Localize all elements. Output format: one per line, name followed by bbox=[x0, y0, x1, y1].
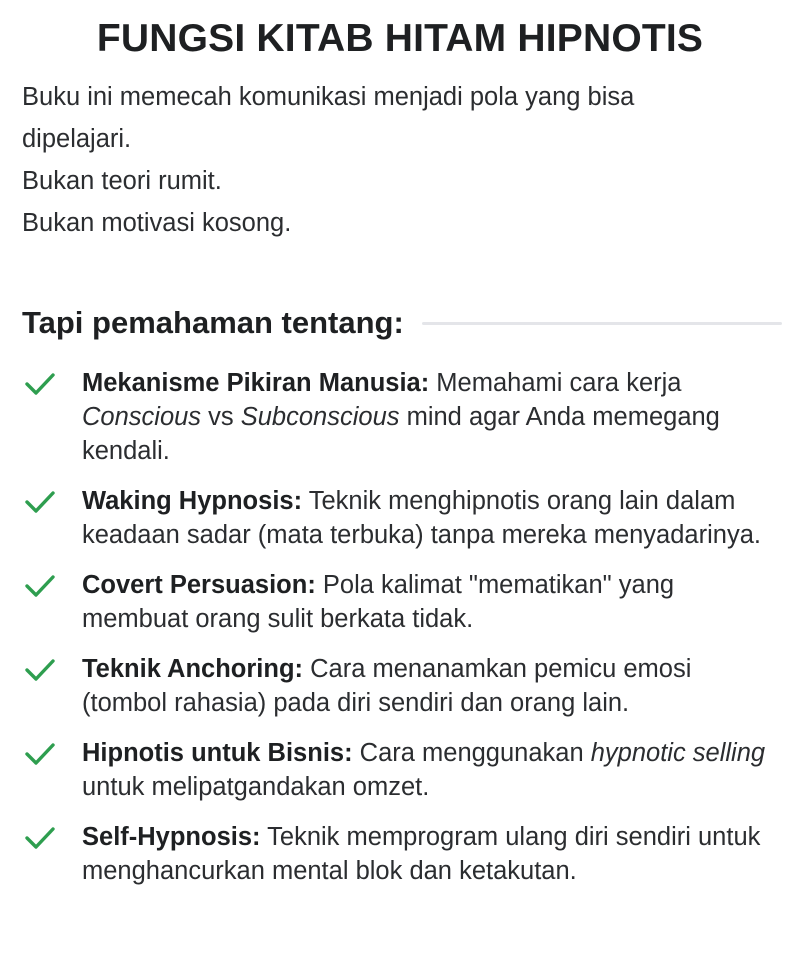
check-icon bbox=[24, 372, 56, 396]
feature-text-italic: Subconscious bbox=[240, 403, 400, 431]
feature-item-mekanisme-pikiran bbox=[0, 366, 800, 468]
feature-item-hipnotis-bisnis bbox=[0, 736, 800, 804]
intro-line-1: Buku ini memecah komunikasi menjadi pola yang bisa dipelajari. bbox=[22, 83, 635, 153]
feature-lead: Teknik Anchoring: bbox=[82, 655, 304, 683]
check-icon bbox=[24, 826, 56, 850]
section-header bbox=[22, 298, 782, 348]
feature-text: Teknik memprogram ulang diri sendiri untuk menghancurkan mental blok dan ketakutan. bbox=[82, 823, 761, 885]
section-divider bbox=[422, 322, 782, 325]
feature-text: untuk melipatgandakan omzet. bbox=[82, 773, 430, 801]
feature-lead: Mekanisme Pikiran Manusia: bbox=[82, 369, 430, 397]
feature-text: Memahami cara kerja bbox=[429, 369, 682, 397]
feature-text: Cara menanamkan pemicu emosi (tombol rahasia) pada diri sendiri dan orang lain. bbox=[82, 655, 692, 717]
intro-text bbox=[22, 76, 782, 244]
feature-lead: Self-Hypnosis: bbox=[82, 823, 261, 851]
check-icon bbox=[24, 658, 56, 682]
check-icon bbox=[24, 490, 56, 514]
check-icon bbox=[24, 742, 56, 766]
section-title: Tapi pemahaman tentang: bbox=[22, 305, 404, 340]
feature-text: Cara menggunakan bbox=[352, 739, 591, 767]
feature-text-italic: Conscious bbox=[82, 403, 202, 431]
feature-text: vs bbox=[201, 403, 241, 431]
feature-item-covert-persuasion bbox=[0, 568, 800, 636]
feature-text: Teknik menghipnotis orang lain dalam keadaan sadar (mata terbuka) tanpa mereka menyadarinya. bbox=[82, 487, 761, 549]
feature-text-italic: hypnotic selling bbox=[590, 739, 766, 767]
intro-line-2: Bukan teori rumit. bbox=[22, 167, 222, 195]
check-icon bbox=[24, 574, 56, 598]
feature-text: mind agar Anda memegang kendali. bbox=[82, 403, 720, 465]
feature-item-self-hypnosis bbox=[0, 820, 800, 888]
feature-lead: Covert Persuasion: bbox=[82, 571, 316, 599]
page-title: FUNGSI KITAB HITAM HIPNOTIS bbox=[96, 17, 704, 60]
feature-item-teknik-anchoring bbox=[0, 652, 800, 720]
feature-lead: Hipnotis untuk Bisnis: bbox=[82, 739, 353, 767]
feature-lead: Waking Hypnosis: bbox=[82, 487, 303, 515]
feature-list bbox=[0, 366, 800, 904]
intro-line-3: Bukan motivasi kosong. bbox=[22, 209, 292, 237]
feature-item-waking-hypnosis bbox=[0, 484, 800, 552]
feature-text: Pola kalimat "mematikan" yang membuat orang sulit berkata tidak. bbox=[82, 571, 675, 633]
